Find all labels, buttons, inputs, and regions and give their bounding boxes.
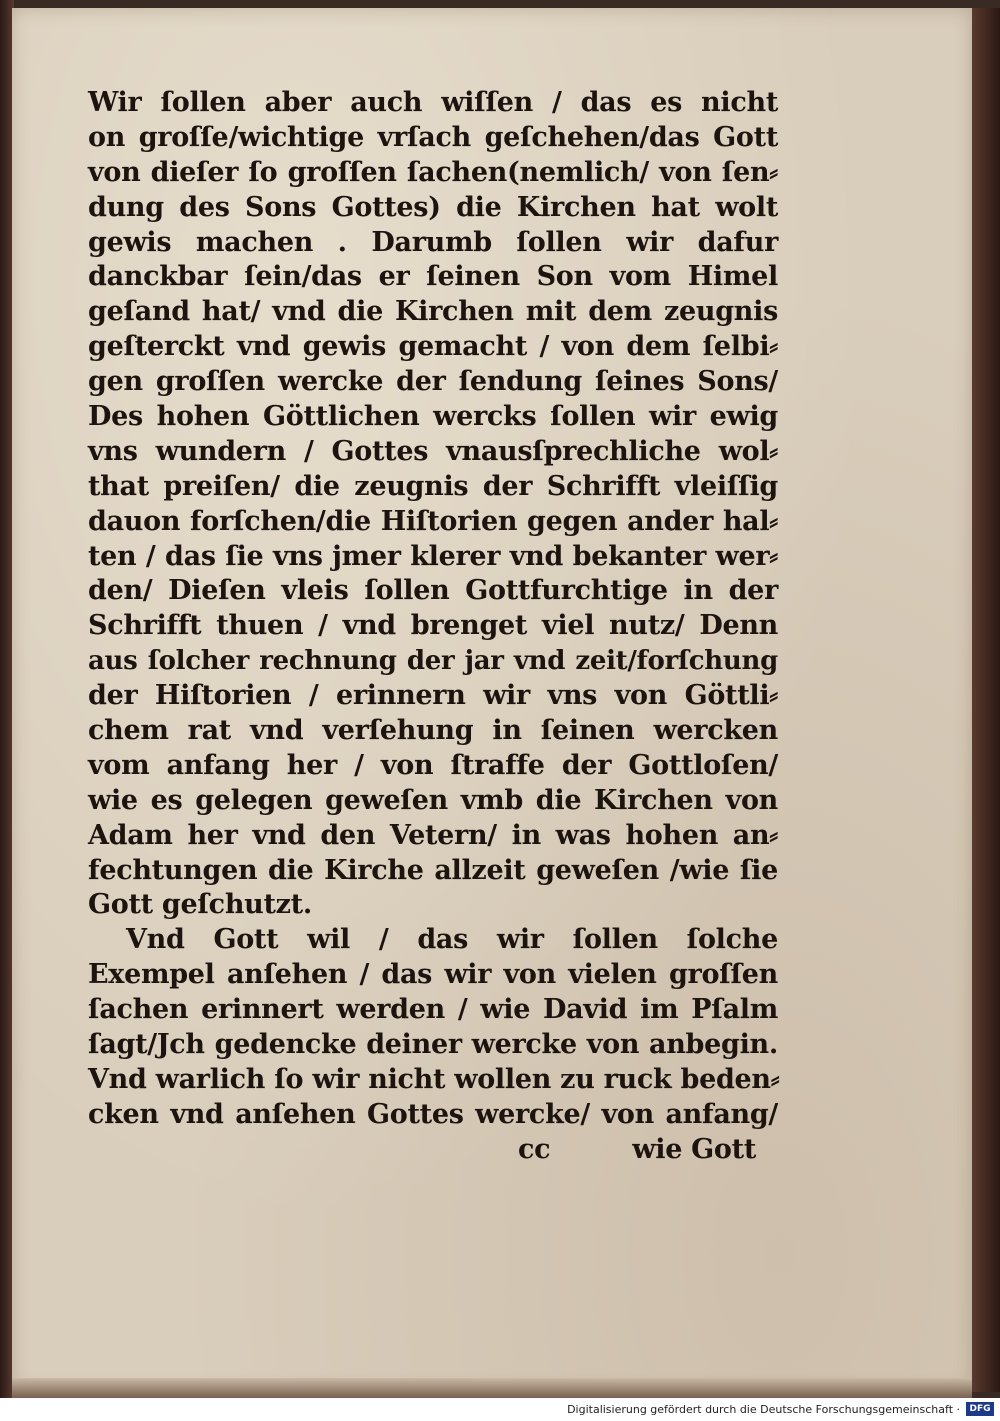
text-line: Vnd Gott wil / das wir ſollen ſolche bbox=[126, 924, 778, 956]
text-line: den/ Dieſen vleis ſollen Gottfurchtige in der bbox=[88, 575, 778, 607]
text-line: Des hohen Göttlichen wercks ſollen wir ewig bbox=[88, 401, 778, 433]
text-line: dauon forſchen/die Hiſtorien gegen ander hal⸗ bbox=[88, 505, 778, 537]
text-line: der Hiſtorien / erinnern wir vns von Göttli⸗ bbox=[88, 680, 778, 712]
text-line: wie es gelegen geweſen vmb die Kirchen von bbox=[88, 784, 778, 816]
text-line: Gott geſchutzt. bbox=[88, 889, 312, 921]
text-line: ſachen erinnert werden / wie David im Pſalm bbox=[88, 994, 778, 1026]
text-line: Exempel anſehen / das wir von vielen groſſen bbox=[88, 959, 778, 991]
page-edge-bottom bbox=[12, 1378, 972, 1398]
text-line: on groſſe/wichtige vrſach geſchehen/das Gott bbox=[88, 121, 778, 153]
text-line: chem rat vnd verſehung in ſeinen wercken bbox=[88, 715, 778, 747]
signature-mark: cc bbox=[518, 1133, 551, 1165]
text-line: fechtungen die Kirche allzeit geweſen /wie ſie bbox=[88, 854, 778, 886]
text-line: aus ſolcher rechnung der jar vnd zeit/forſchung bbox=[88, 646, 778, 677]
text-line: vns wundern / Gottes vnausſprechliche wol⸗ bbox=[88, 435, 778, 467]
text-line: gewis machen . Darumb ſollen wir dafur bbox=[88, 226, 778, 258]
funding-notice: Digitalisierung gefördert durch die Deutsche Forschungsgemeinschaft · bbox=[567, 1403, 960, 1416]
page-text bbox=[88, 86, 778, 1168]
text-line: ten / das ſie vns jmer klerer vnd bekanter wer⸗ bbox=[88, 540, 778, 572]
text-line: cken vnd anſehen Gottes wercke/ von anfang/ bbox=[88, 1098, 778, 1130]
text-line: geſterckt vnd gewis gemacht / von dem ſelbi⸗ bbox=[88, 331, 778, 363]
text-line: Schrifft thuen / vnd brenget viel nutz/ Denn bbox=[88, 610, 778, 642]
dfg-logo: DFG bbox=[966, 1402, 994, 1416]
text-line: Wir ſollen aber auch wiſſen / das es nicht bbox=[88, 87, 778, 118]
text-line: ſagt/Jch gedencke deiner wercke von anbegin. bbox=[88, 1029, 778, 1061]
text-line: geſand hat/ vnd die Kirchen mit dem zeugnis bbox=[88, 296, 778, 328]
text-line: von dieſer ſo groſſen ſachen(nemlich/ von ſen⸗ bbox=[88, 156, 778, 188]
text-line: Adam her vnd den Vetern/ in was hohen an⸗ bbox=[88, 819, 778, 851]
text-line: vom anfang her / von ſtraffe der Gottloſen/ bbox=[88, 749, 778, 781]
text-line: dung des Sons Gottes) die Kirchen hat wolt bbox=[88, 191, 778, 223]
page-edge-right bbox=[972, 8, 1000, 1392]
footer-bar bbox=[0, 1398, 1000, 1421]
text-line: Vnd warlich ſo wir nicht wollen zu ruck beden⸗ bbox=[88, 1063, 780, 1095]
text-line: that preiſen/ die zeugnis der Schrifft vleiſſig bbox=[88, 470, 778, 502]
text-line: gen groſſen wercke der ſendung ſeines Sons/ bbox=[88, 366, 778, 398]
catchword: wie Gott bbox=[632, 1133, 756, 1165]
text-line: danckbar ſein/das er ſeinen Son vom Himel bbox=[88, 261, 778, 293]
signature-line bbox=[88, 1133, 778, 1168]
